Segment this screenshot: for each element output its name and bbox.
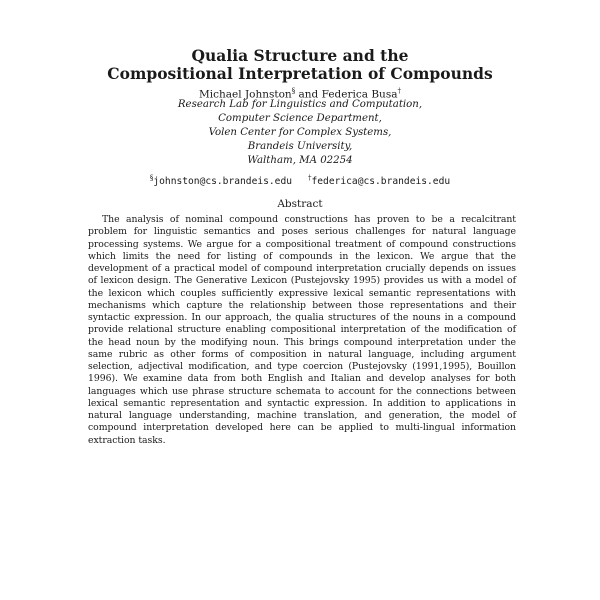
abstract-heading: Abstract — [277, 198, 323, 210]
author-conjunction: and — [298, 88, 319, 101]
affiliation-line: Computer Science Department, — [218, 113, 382, 124]
paper-title-line-1: Qualia Structure and the — [191, 46, 409, 65]
email-line — [0, 172, 600, 188]
author-footnote-mark: § — [291, 87, 296, 95]
author-name-johnston: Michael Johnston — [199, 88, 292, 101]
email-busa: federica@cs.brandeis.edu — [311, 176, 451, 188]
affiliation-line: Research Lab for Linguistics and Computation, — [177, 99, 423, 110]
affiliation-line: Waltham, MA 02254 — [247, 155, 353, 166]
affiliation-line: Volen Center for Complex Systems, — [208, 127, 392, 138]
email-footnote-mark: † — [308, 174, 312, 182]
author-name-busa: Federica Busa — [321, 88, 398, 101]
affiliation-line: Brandeis University, — [247, 141, 353, 152]
paper-title-line-2: Compositional Interpretation of Compounds — [107, 64, 493, 83]
author-footnote-mark: † — [397, 87, 401, 95]
email-johnston: johnston@cs.brandeis.edu — [153, 176, 292, 188]
email-footnote-mark: § — [149, 174, 154, 182]
abstract-body: The analysis of nominal compound constructions has proven to be a recalcitrant problem for linguistic semantics and poses serious challenges for natural language processing systems. We argue for a compositional treatment of compound constructions which limits the need for listing of compounds in the lexicon. We argue that the development of a practical model of compound interpretation crucially depends on issues of lexicon design. The Generative Lexicon (Pustejovsky 1995) provides us with a model of the lexicon which couples sufficiently expressive lexical semantic representations with mechanisms which capture the relationship between those representations and their syntactic expression. In our approach, the qualia structures of the nouns in a compound provide relational structure enabling compositional interpretation of the modification of the head noun by the modifying noun. This brings compound interpretation under the same rubric as other forms of composition in natural language, including argument selection, adjectival modification, and type coercion (Pustejovsky (1991,1995), Bouillon 1996). We examine data from both English and Italian and develop analyses for both languages which use phrase structure schemata to account for the connections between lexical semantic representation and syntactic expression. In addition to applications in natural language understanding, machine translation, and generation, the model of compound interpretation developed here can be applied to multi-lingual information extraction tasks. — [88, 214, 516, 446]
